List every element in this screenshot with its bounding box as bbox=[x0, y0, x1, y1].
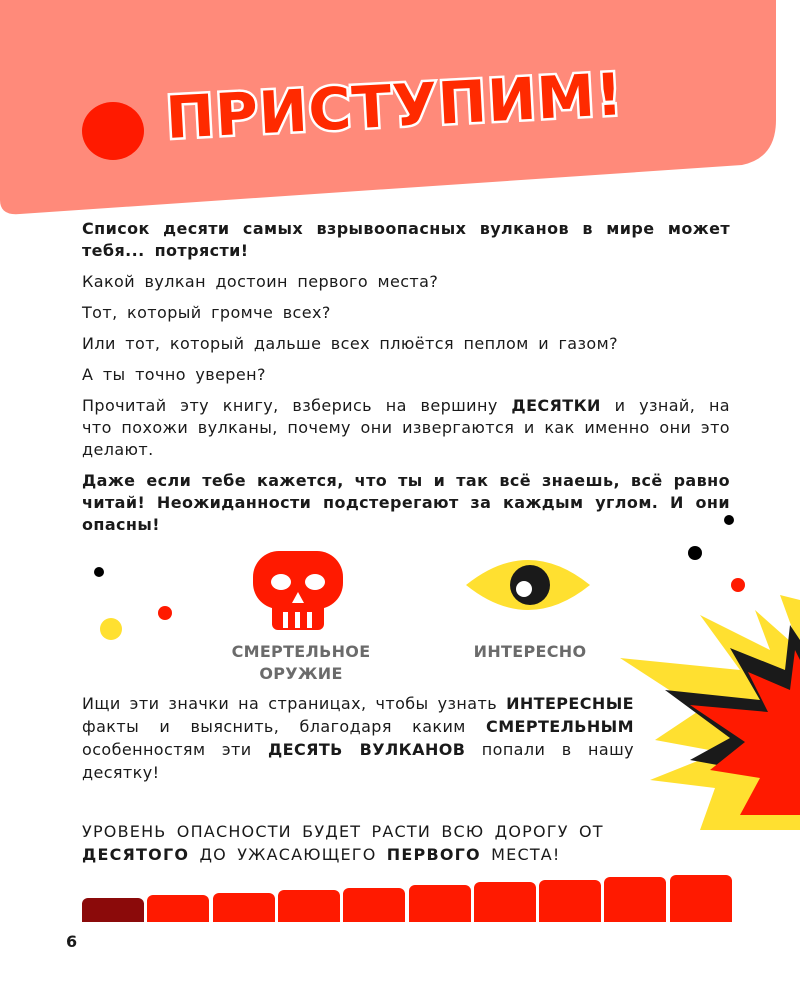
danger-scale-segment bbox=[82, 898, 144, 922]
danger-scale-segment bbox=[539, 880, 601, 922]
deadly-label-line-2: ОРУЖИЕ bbox=[259, 664, 343, 683]
danger-bold-tenth: ДЕСЯТОГО bbox=[82, 845, 190, 864]
page-number: 6 bbox=[66, 932, 78, 951]
danger-text-c: ДО УЖАСАЮЩЕГО bbox=[189, 845, 387, 864]
intro-question-4: А ты точно уверен? bbox=[82, 365, 266, 384]
intro-question-3: Или тот, который дальше всех плюётся пеплом и газом? bbox=[82, 334, 618, 353]
intro-lead: Список десяти самых взрывоопасных вулканов в мире может тебя... потрясти! bbox=[82, 219, 730, 260]
intro-question-2: Тот, который громче всех? bbox=[82, 303, 331, 322]
intro-question-1: Какой вулкан достоин первого места? bbox=[82, 272, 439, 291]
deadly-label-line-1: СМЕРТЕЛЬНОЕ bbox=[231, 642, 371, 661]
danger-text-a: УРОВЕНЬ ОПАСНОСТИ БУДЕТ РАСТИ ВСЮ ДОРОГУ ОТ bbox=[82, 822, 604, 841]
icons-explanation bbox=[82, 692, 634, 784]
danger-scale-segment bbox=[213, 893, 275, 922]
deadly-weapon-label bbox=[218, 641, 384, 685]
read-text-a: Прочитай эту книгу, взберись на вершину bbox=[82, 396, 512, 415]
explain-text-a: Ищи эти значки на страницах, чтобы узнать bbox=[82, 694, 507, 713]
danger-scale-segment bbox=[409, 885, 471, 922]
page-title: ПРИСТУПИМ! bbox=[164, 60, 625, 152]
explain-text-c: факты и выяснить, благодаря каким bbox=[82, 717, 487, 736]
danger-scale-segment bbox=[343, 888, 405, 922]
intro-warning: Даже если тебе кажется, что ты и так всё знаешь, всё равно читай! Неожиданности подстерегают за каждым углом. И они опасны! bbox=[82, 471, 730, 534]
danger-scale-segment bbox=[147, 895, 209, 922]
interesting-label: ИНТЕРЕСНО bbox=[473, 642, 587, 661]
read-text-c: и узнай, на что похожи вулканы, почему они извергаются и как именно они это делают. bbox=[82, 396, 731, 459]
explain-text-e: особенностям эти bbox=[82, 740, 268, 759]
explain-bold-ten-volcanoes: ДЕСЯТЬ ВУЛКАНОВ bbox=[267, 740, 466, 759]
danger-text-e: МЕСТА! bbox=[480, 845, 561, 864]
danger-scale-segment bbox=[278, 890, 340, 922]
read-text-bold: ДЕСЯТКИ bbox=[511, 396, 601, 415]
danger-scale-segment bbox=[604, 877, 666, 922]
danger-bold-first: ПЕРВОГО bbox=[386, 845, 481, 864]
danger-level-text bbox=[82, 820, 642, 866]
danger-scale bbox=[82, 874, 732, 922]
explain-bold-interesting: ИНТЕРЕСНЫЕ bbox=[506, 694, 634, 713]
explain-bold-deadly: СМЕРТЕЛЬНЫМ bbox=[486, 717, 634, 736]
danger-scale-segment bbox=[474, 882, 536, 922]
explain-text-g: попали в нашу десятку! bbox=[82, 740, 634, 782]
danger-scale-segment bbox=[670, 875, 732, 922]
